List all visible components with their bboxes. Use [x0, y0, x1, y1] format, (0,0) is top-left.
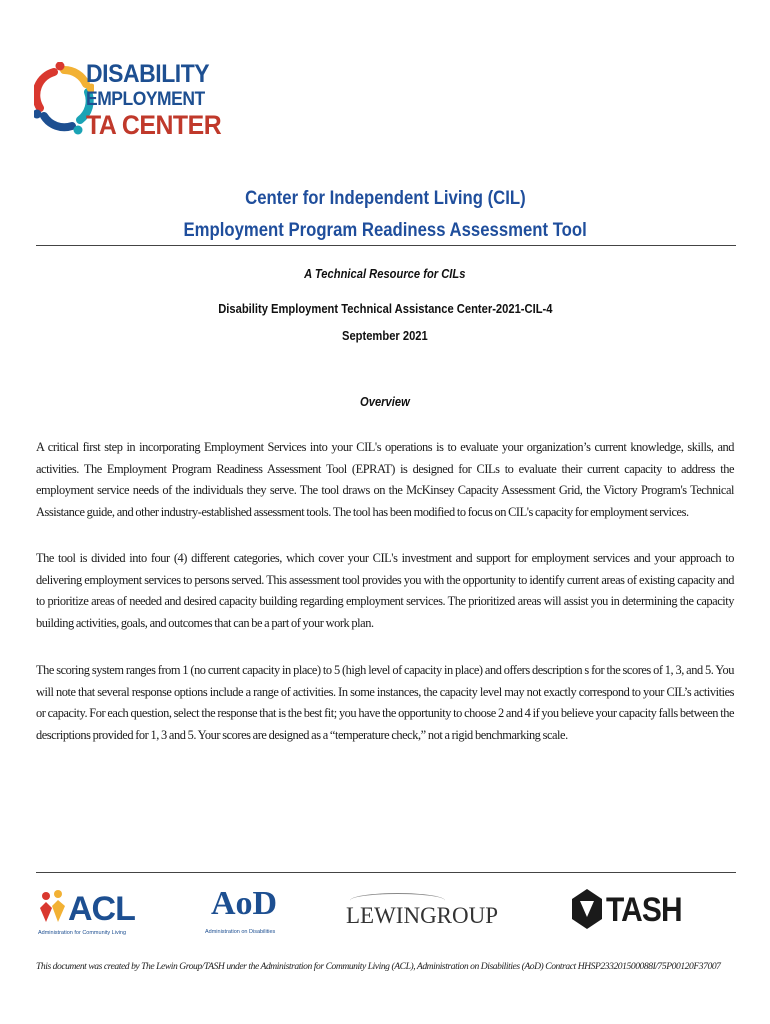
document-id: Disability Employment Technical Assistance Center-2021-CIL-4 — [217, 301, 553, 316]
document-subtitle: A Technical Resource for CILs — [304, 266, 466, 281]
tash-logo — [570, 887, 680, 937]
tash-wordmark: TASH — [606, 891, 682, 929]
aod-logo — [205, 885, 295, 945]
overview-paragraph-1: A critical first step in incorporating Employment Services into your CIL's operations is to evaluate your organization’s current knowledge, skills, and activities. The Employment Program Readiness Assessment Tool (EPRAT) is designed for CILs to evaluate their current capacity to address the employment service needs of the individuals they serve. The tool draws on the McKinsey Capacity Assessment Grid, the Victory Program's Technical Assistance guide, and other industry-established assessment tools. The tool has been modified to focus on CIL's capacity for employment services. — [36, 440, 734, 519]
footer-divider — [36, 872, 736, 873]
acl-logo — [38, 888, 138, 944]
overview-paragraph-2: The tool is divided into four (4) different categories, which cover your CIL's investment and support for employment services and your approach to delivering employment services to persons served. This assessment tool provides you with the opportunity to identify current areas of existing capacity and to prioritize areas of needed and desired capacity building regarding employment services. The prioritized areas will assist you in determining the capacity building activities, goals, and outcomes that can be a part of your work plan. — [36, 551, 734, 630]
section-heading-overview: Overview — [360, 394, 410, 409]
document-title-line-2: Employment Program Readiness Assessment Tool — [183, 220, 587, 241]
logo-line-employment: EMPLOYMENT — [86, 89, 205, 110]
acl-tagline: Administration for Community Living — [38, 930, 127, 936]
logo-line-disability: DISABILITY — [86, 60, 210, 88]
document-title-line-1: Center for Independent Living (CIL) — [244, 188, 526, 209]
people-ring-icon — [34, 62, 94, 154]
footer-attribution: This document was created by The Lewin Group/TASH under the Administration for Community Living (ACL), Administration on Disabilities (AoD) Contract HHSP233201500088I/75P00120F37007 — [36, 961, 721, 972]
title-divider — [36, 245, 736, 246]
lewin-group-logo — [346, 893, 499, 938]
document-date: September 2021 — [342, 328, 428, 343]
acl-people-icon — [38, 888, 68, 928]
aod-wordmark: AoD — [211, 885, 278, 922]
logo-line-ta-center: TA CENTER — [86, 110, 222, 140]
disability-employment-ta-center-logo — [34, 60, 222, 152]
lewin-group-wordmark: LEWINGROUP — [346, 903, 499, 928]
acl-wordmark: ACL — [68, 890, 135, 928]
aod-tagline: Administration on Disabilities — [205, 929, 276, 935]
tash-emblem-icon — [570, 887, 604, 931]
overview-paragraph-3: The scoring system ranges from 1 (no current capacity in place) to 5 (high level of capacity in place) and offers description s for the scores of 1, 3, and 5. You will note that several response options include a range of activities. In some instances, the capacity level may not exactly correspond to your CIL’s activities or capacity. For each question, select the response that is the best fit; you have the opportunity to choose 2 and 4 if you believe your capacity falls between the descriptions provided for 1, 3 and 5. Your scores are designed as a “temperature check,” not a rigid benchmarking scale. — [36, 663, 734, 742]
